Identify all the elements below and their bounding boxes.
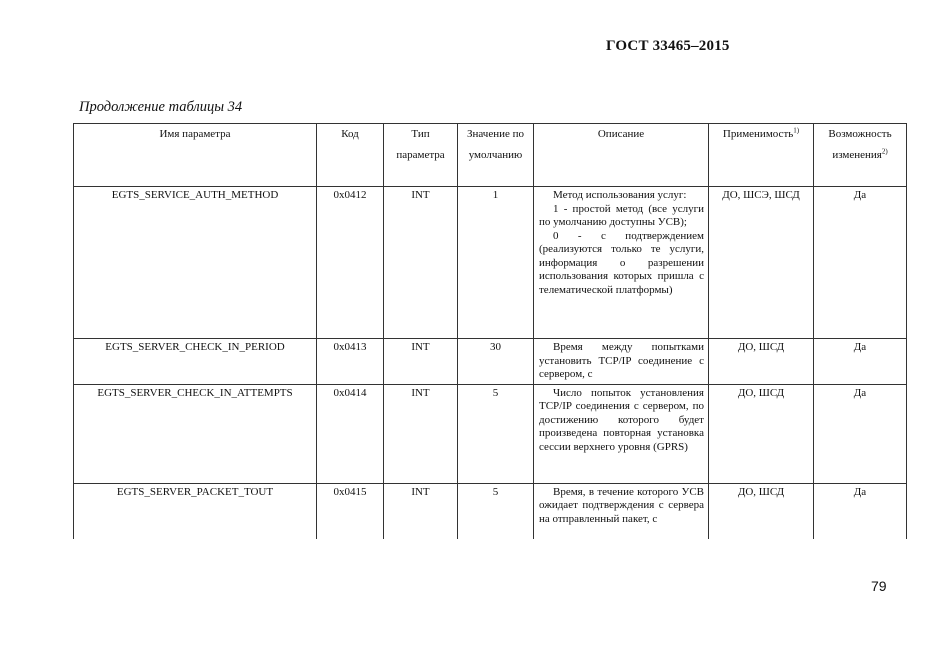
- table-header-row: [74, 124, 907, 187]
- param-type: INT: [384, 339, 458, 385]
- param-code: 0x0415: [317, 483, 384, 539]
- param-name: EGTS_SERVICE_AUTH_METHOD: [74, 187, 317, 339]
- param-applicability: ДО, ШСД: [709, 483, 814, 539]
- column-header-changeable: Возможность изменения$^{2)}$: [814, 124, 907, 187]
- param-changeable: Да: [814, 483, 907, 539]
- param-applicability: ДО, ШСЭ, ШСД: [709, 187, 814, 339]
- column-header-default: Значение по умолчанию: [458, 124, 534, 187]
- column-header-type: Тип параметра: [384, 124, 458, 187]
- param-type: INT: [384, 483, 458, 539]
- param-name: EGTS_SERVER_PACKET_TOUT: [74, 483, 317, 539]
- param-changeable: Да: [814, 384, 907, 483]
- param-code: 0x0413: [317, 339, 384, 385]
- page-number: 79: [871, 578, 887, 594]
- param-description: Метод использования услуг: 1 - простой метод (все услуги по умолчанию доступны УСВ); 0 - с подтверждением (реализуются только те услуги, информация о разрешении использования которых пришла с телематической платформы): [534, 187, 709, 339]
- param-type: INT: [384, 187, 458, 339]
- parameters-table: [73, 123, 907, 539]
- param-description: Время, в течение которого УСВ ожидает подтверждения с сервера на отправленный пакет, с: [534, 483, 709, 539]
- param-code: 0x0412: [317, 187, 384, 339]
- param-default: 5: [458, 483, 534, 539]
- table-row: [74, 187, 907, 339]
- param-description: Время между попытками установить TCP/IP соединение с сервером, с: [534, 339, 709, 385]
- param-default: 5: [458, 384, 534, 483]
- param-applicability: ДО, ШСД: [709, 339, 814, 385]
- footnote-mark: 1): [793, 126, 800, 135]
- table-caption: Продолжение таблицы 34: [79, 99, 243, 115]
- footnote-mark: 2): [881, 147, 888, 156]
- table-row: [74, 339, 907, 385]
- column-header-code: Код: [317, 124, 384, 187]
- param-name: EGTS_SERVER_CHECK_IN_ATTEMPTS: [74, 384, 317, 483]
- param-default: 1: [458, 187, 534, 339]
- param-changeable: Да: [814, 187, 907, 339]
- standard-header: ГОСТ 33465–2015: [606, 38, 730, 54]
- param-code: 0x0414: [317, 384, 384, 483]
- column-header-applicability: Применимость$^{1)}$: [709, 124, 814, 187]
- column-header-description: Описание: [534, 124, 709, 187]
- param-default: 30: [458, 339, 534, 385]
- param-changeable: Да: [814, 339, 907, 385]
- param-type: INT: [384, 384, 458, 483]
- param-name: EGTS_SERVER_CHECK_IN_PERIOD: [74, 339, 317, 385]
- table-row: [74, 483, 907, 539]
- column-header-name: Имя параметра: [74, 124, 317, 187]
- param-description: Число попыток установления TCP/IP соединения с сервером, по достижению которого будет произведена повторная установка сессии верхнего уровня (GPRS): [534, 384, 709, 483]
- table-row: [74, 384, 907, 483]
- param-applicability: ДО, ШСД: [709, 384, 814, 483]
